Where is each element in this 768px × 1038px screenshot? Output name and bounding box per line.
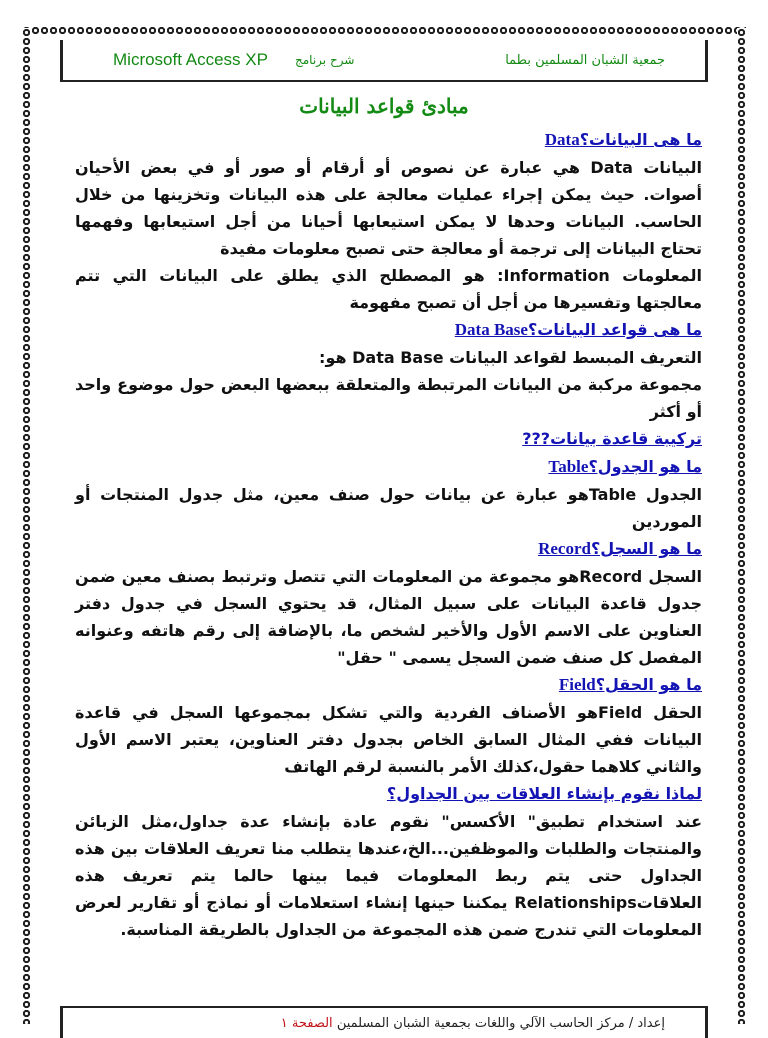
section-heading: ما هو الحقل؟Field <box>558 675 702 694</box>
section-relationships <box>75 780 702 943</box>
document-body <box>75 126 702 943</box>
chain-border-left <box>22 28 31 1024</box>
header-brand: Microsoft Access XP <box>113 50 268 69</box>
section-heading: ما هى قواعد البيانات؟Data Base <box>454 320 702 339</box>
section-heading: ما هو السجل؟Record <box>538 539 702 558</box>
section-table <box>75 453 702 535</box>
section-heading: ما هى البيانات؟Data <box>544 130 702 149</box>
paragraph: البيانات Data هي عبارة عن نصوص أو أرقام أو صور أو في بعض الأحيان أصوات. حيث يمكن إجراء عمليات معالجة على هذه البيانات وتخزينها من خلال الحاسب. البيانات وحدها لا يمكن استيعابها أحيانا من أجل استيعابها وفهمها تحتاج البيانات إلى ترجمة أو معالجة حتى تصبح معلومات مفيدة <box>75 158 702 258</box>
header-organization: جمعية الشبان المسلمين بطما <box>505 53 665 68</box>
paragraph: المعلومات Information: هو المصطلح الذي يطلق على البيانات التي تتم معالجتها وتفسيرها من أجل أن تصبح مفهومة <box>75 266 703 312</box>
paragraph: الجدول Tableهو عبارة عن بيانات حول صنف معين، مثل جدول المنتجات أو الموردين <box>75 485 702 531</box>
paragraph: الحقل Fieldهو الأصناف الفردية والتي تشكل بمجموعها السجل في قاعدة البيانات ففي المثال السابق الخاص بجدول دفتر العناوين، يعتبر الاسم الأول والثاني كلاهما حقول،كذلك الأمر بالنسبة لرقم الهاتف <box>75 703 702 776</box>
footer-credit: إعداد / مركز الحاسب الآلي واللغات بجمعية الشبان المسلمين <box>336 1016 665 1031</box>
page-border-top <box>0 0 768 18</box>
paragraph: التعريف المبسط لقواعد البيانات Data Base هو: <box>319 348 702 367</box>
section-record <box>75 535 702 671</box>
section-database <box>75 316 702 425</box>
page-footer <box>60 1006 708 1038</box>
section-structure <box>75 425 702 453</box>
page-header <box>60 40 708 82</box>
header-subtitle: شرح برنامج <box>295 53 355 67</box>
section-field <box>75 671 702 780</box>
section-heading: تركيبة قاعدة بيانات??? <box>522 429 702 448</box>
paragraph: عند استخدام تطبيق" الأكسس" نقوم عادة بإنشاء عدة جداول،مثل الزبائن والمنتجات والطلبات والموظفين...الخ،عندها يتطلب منا تعريف العلاقات بين هذه الجداول حتى يتم ربط المعلومات فيما بينها حالما يتم تعريف هذه العلاقاتRelationships يمكننا حينها إنشاء استعلامات أو نماذج أو تقارير لعرض المعلومات التي تندرج ضمن هذه المجموعة من الجداول بالطريقة المناسبة. <box>75 812 702 939</box>
section-data <box>75 126 702 316</box>
section-heading: ما هو الجدول؟Table <box>548 457 702 476</box>
chain-border-right <box>737 28 746 1024</box>
section-heading: لماذا نقوم بإنشاء العلاقات بين الجداول؟ <box>386 784 702 803</box>
paragraph: مجموعة مركبة من البيانات المرتبطة والمتعلقة ببعضها البعض حول موضوع واحد أو أكثر <box>75 375 702 421</box>
paragraph: السجل Recordهو مجموعة من المعلومات التي تتصل وترتبط بصنف معين ضمن جدول قاعدة البيانات على سبيل المثال، قد يحتوي السجل في جدول دفتر العناوين على الاسم الأول والأخير لشخص ما، بالإضافة إلى رقم هاتفه وعنوانه المفصل كل صنف ضمن السجل يسمى " حقل" <box>75 567 703 667</box>
page-number: الصفحة ١ <box>280 1016 333 1031</box>
chain-border-top <box>22 26 746 35</box>
page-title: مبادئ قواعد البيانات <box>299 94 469 118</box>
